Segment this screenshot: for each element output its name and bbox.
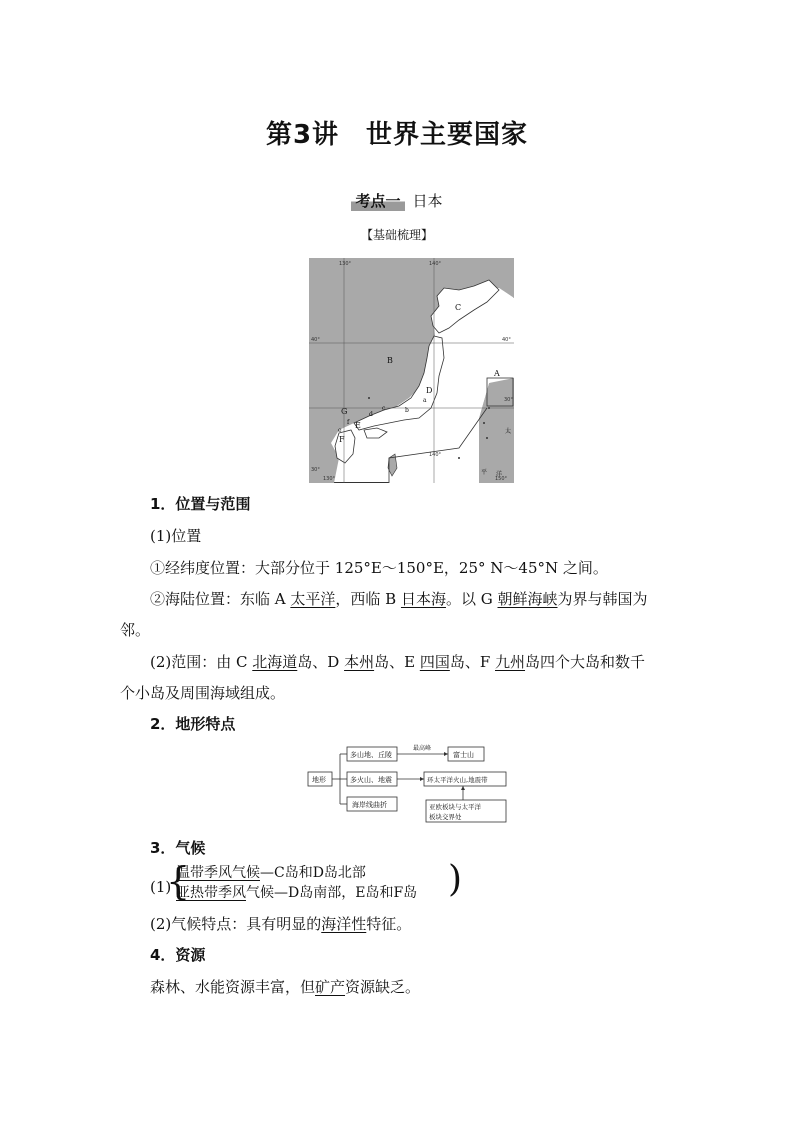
map-label-A: A (494, 369, 500, 378)
s4-heading: 4．资源 (150, 946, 206, 964)
kaodian-tag: 考点一 (351, 190, 404, 211)
answer-underline: 九州 (495, 653, 526, 671)
answer-underline: 海洋性 (321, 915, 367, 933)
answer-underline: 太平洋 (290, 590, 336, 608)
grid-label: 130° (339, 261, 352, 267)
map-label-a: a (423, 397, 427, 404)
terrain-diagram (305, 740, 515, 824)
grid-label: 30° (504, 397, 513, 403)
answer-underline: 温带季风气候 (176, 865, 260, 881)
answer-underline: 朝鲜海峡 (497, 590, 558, 608)
s2-heading: 2．地形特点 (150, 715, 236, 733)
japan-map (309, 258, 514, 483)
s1-p1: ①经纬度位置：大部分位于 125°E～150°E，25° N～45°N 之间。 (150, 559, 608, 577)
map-label-B: B (387, 356, 393, 365)
node-label: 多火山、地震 (350, 776, 392, 784)
left-brace: { (166, 859, 191, 903)
map-label-E: E (355, 421, 361, 430)
map-label-d: d (369, 411, 373, 418)
answer-underline: 日本海 (400, 590, 446, 608)
cause-label: 板块交界处 (429, 813, 462, 821)
s4-p: 森林、水能资源丰富，但矿产资源缺乏。 (150, 978, 421, 996)
page-title: 第3讲 世界主要国家 (265, 120, 529, 150)
map-label-c: c (382, 405, 386, 412)
ocean-label: 平 (481, 469, 488, 476)
grid-label: 140° (429, 261, 442, 267)
answer-underline: 本州 (344, 653, 375, 671)
s1-p3: (2)范围：由 C 北海道岛、D 本州岛、E 四国岛、F 九州岛四个大岛和数千 (150, 653, 646, 671)
answer-underline: 四国 (419, 653, 450, 671)
cause-label: 亚欧板块与太平洋 (429, 803, 481, 811)
map-label-F: F (339, 435, 345, 444)
node-label: 海岸线曲折 (352, 801, 387, 809)
map-label-e: e (338, 427, 342, 434)
map-label-C: C (455, 303, 462, 312)
kaodian-heading (0, 190, 794, 211)
s1-heading: 1．位置与范围 (150, 495, 251, 513)
answer-underline: 北海道 (252, 653, 298, 671)
answer-underline: 矿产 (315, 978, 346, 996)
s3-l1-prefix: (1) (150, 878, 172, 896)
node-label: 多山地、丘陵 (350, 751, 392, 759)
grid-label: 150° (495, 476, 508, 482)
edge-label: 最高峰 (413, 745, 432, 752)
map-label-b: b (405, 407, 409, 414)
s3-heading: 3．气候 (150, 839, 206, 857)
s3-p2: (2)气候特点：具有明显的海洋性特征。 (150, 915, 412, 933)
s3-l1: 温带季风气候—C岛和D岛北部 (176, 865, 366, 881)
s3-l2: 亚热带季风气候—D岛南部，E岛和F岛 (176, 885, 418, 901)
s1-p2: ②海陆位置：东临 A 太平洋，西临 B 日本海。以 G 朝鲜海峡为界与韩国为 (150, 590, 648, 608)
grid-label: 130° (323, 476, 336, 482)
grid-label: 40° (311, 337, 320, 343)
s1-sub1: (1)位置 (150, 527, 202, 545)
grid-label: 40° (502, 337, 511, 343)
section-label: 【基础梳理】 (360, 228, 433, 242)
s1-p3-cont: 个小岛及周围海域组成。 (120, 684, 286, 702)
answer-underline: 亚热带季风 (176, 885, 246, 901)
kaodian-name: 日本 (412, 192, 443, 210)
map-label-f: f (347, 419, 350, 426)
map-label-G: G (341, 407, 348, 416)
ocean-label: 洋 (496, 471, 503, 478)
node-label: 环太平洋火山,地震带 (427, 776, 488, 784)
ocean-label: 太 (505, 428, 512, 435)
right-paren: ) (448, 859, 463, 900)
grid-label: 30° (311, 467, 320, 473)
grid-label: 140° (429, 452, 442, 458)
node-label: 富士山 (453, 751, 474, 759)
s1-p2-cont: 邻。 (120, 621, 151, 639)
root-label: 地形 (312, 776, 326, 784)
map-label-D: D (426, 386, 433, 395)
